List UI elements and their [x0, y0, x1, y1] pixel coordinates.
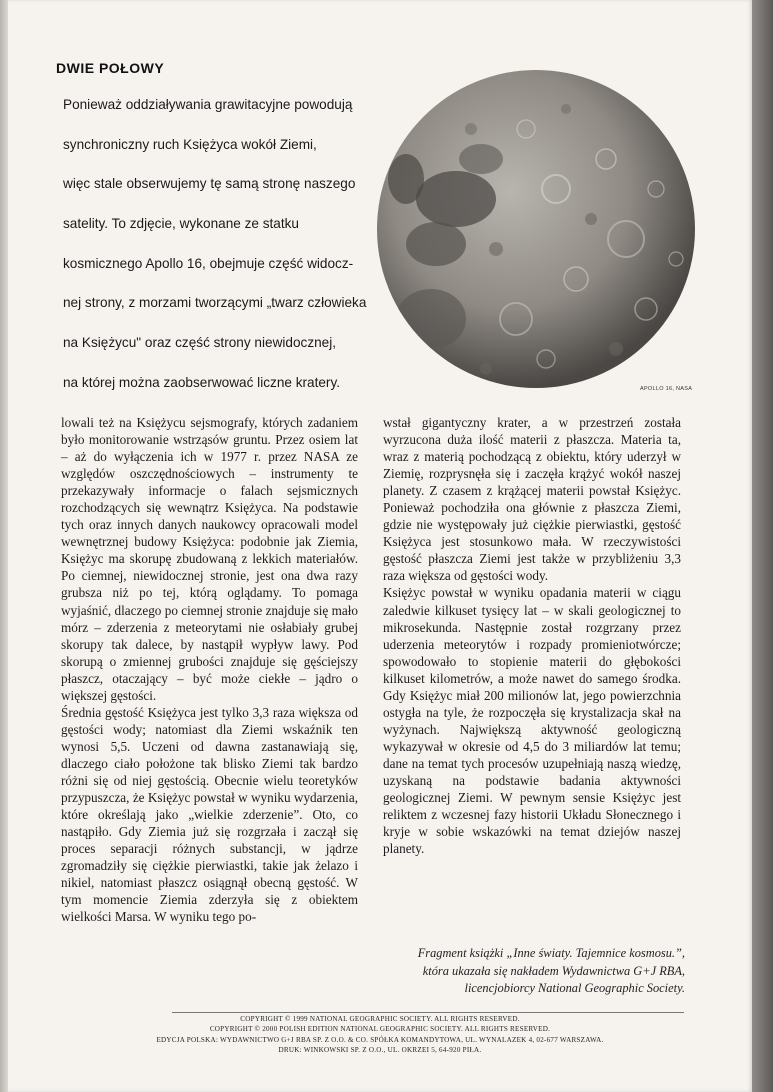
copyright-line: EDYCJA POLSKA: WYDAWNICTWO G+J RBA SP. Z O.O. & CO. SPÓŁKA KOMANDYTOWA, UL. WYNALAZEK 4, 02-677 WARSZAWA.	[156, 1035, 604, 1044]
caption-line: na Księżycu" oraz część strony niewidocznej,	[63, 335, 337, 351]
caption-line: na której można zaobserwować liczne kratery.	[63, 374, 341, 390]
paragraph: Księżyc powstał w wyniku opadania materii w ciągu zaledwie kilkuset tysięcy lat – w skali geologicznej to mikrosekunda. Następnie został rozgrzany przez uderzenia meteorytów i rozpady promieniotwórcze; spowodowało to stopienie materii do głębokości kilkuset kilometrów, a może nawet do samego środka. Gdy Księżyc miał 200 milionów lat, jego powierzchnia ostygła na tyle, że rozpoczęła się krystalizacja skał na wyżynach. Największą aktywność geologiczną wykazywał w okresie od 4,5 do 3 miliardów lat temu; dane na temat tych procesów uzupełniają naszą wiedzę, uzyskaną na podstawie badania aktywności geologicznej Ziemi. W pewnym sensie Księżyc jest reliktem z wczesnej fazy historii Układu Słonecznego i kryje w sobie wskazówki na temat dziejów naszej planety.	[383, 585, 681, 857]
source-note-line: która ukazała się nakładem Wydawnictwa G+J RBA,	[422, 963, 685, 978]
copyright-line: DRUK: WINKOWSKI SP. Z O.O., UL. OKRZEI 5, 64-920 PIŁA.	[278, 1045, 482, 1054]
caption-line: więc stale obserwujemy tę samą stronę naszego	[63, 176, 356, 192]
photo-credit: APOLLO 16, NASA	[640, 386, 693, 392]
photo-caption	[63, 95, 367, 413]
copyright-block	[60, 1014, 700, 1055]
copyright-line: COPYRIGHT © 1999 NATIONAL GEOGRAPHIC SOCIETY. ALL RIGHTS RESERVED.	[240, 1015, 520, 1023]
paragraph: Średnia gęstość Księżyca jest tylko 3,3 raza większa od gęstości wody; natomiast dla Ziemi wskaźnik ten wynosi 5,5. Uczeni od dawna zastanawiają się, dlaczego ciało położone tak blisko Ziemi tak bardzo różni się od niej gęstością. Obecnie wielu teoretyków przypuszcza, że Księżyc powstał w wyniku wydarzenia, które określają jako „wielkie zderzenie”. Oto, co nastąpiło. Gdy Ziemia już się rozgrzała i zaczął się proces separacji różnych substancji, w jądrze zgromadziły się ciężkie pierwiastki, takie jak żelazo i nikiel, natomiast płaszcz osiągnął obecną gęstość. W tym momencie Ziemia zderzyła się z obiektem wielkości Marsa. W wyniku tego po-	[61, 704, 358, 925]
moon-image	[376, 69, 696, 389]
caption-line: synchroniczny ruch Księżyca wokół Ziemi,	[63, 136, 317, 152]
caption-line: nej strony, z morzami tworzącymi „twarz człowieka	[63, 295, 367, 311]
paragraph: lowali też na Księżycu sejsmografy, których zadaniem było monitorowanie wstrząsów gruntu. Przez osiem lat – aż do wyłączenia ich w 1977 r. przez NASA ze względów oszczędnościowych – instrumenty te przekazywały informacje o falach sejsmicznych rozchodzących się wewnątrz Księżyca. Na podstawie tych oraz innych danych naukowcy opracowali model wewnętrznej budowy Księżyca: podobnie jak Ziemia, Księżyc ma skorupę zbudowaną z lekkich materiałów. Po ciemnej, niewidocznej stronie, jest ona dwa razy grubsza niż po tej, którą oglądamy. To pomaga wyjaśnić, dlaczego po ciemnej stronie znajduje się mało mórz – zderzenia z meteorytami nie osłabiały grubej skorupy tak dalece, by nastąpił wypływ lawy. Pod skorupą o zmiennej grubości znajduje się gęściejszy płaszcz, otaczający – być może ciekłe – jądro o większej gęstości.	[61, 415, 358, 703]
divider	[172, 1012, 684, 1013]
caption-line: kosmicznego Apollo 16, obejmuje część widocz-	[63, 255, 354, 271]
article-column-right	[383, 414, 681, 857]
source-note-line: Fragment książki „Inne światy. Tajemnice kosmosu.”,	[417, 946, 685, 960]
copyright-line: COPYRIGHT © 2000 POLISH EDITION NATIONAL GEOGRAPHIC SOCIETY. ALL RIGHTS RESERVED.	[209, 1025, 551, 1034]
moon-photo	[376, 69, 696, 389]
article-column-left	[61, 414, 358, 925]
source-note	[388, 945, 685, 998]
caption-line: satelity. To zdjęcie, wykonane ze statku	[63, 216, 299, 232]
paragraph: wstał gigantyczny krater, a w przestrzeń została wyrzucona duża ilość materii z płaszcza. Materia ta, wraz z materią pochodzącą z obiektu, który uderzył w Ziemię, rozprysnęła się i zaczęła krążyć wokół naszej planety. Z czasem z krążącej materii powstał Księżyc. Ponieważ pochodziła ona głównie z płaszcza Ziemi, gdzie nie występowały już ciężkie pierwiastki, gęstość Księżyca jest stosunkowo mała. W rzeczywistości gęstość płaszcza Ziemi jest także w przybliżeniu 3,3 raza większa od gęstości wody.	[383, 415, 681, 584]
section-heading: DWIE POŁOWY	[56, 60, 165, 76]
page-gutter-left	[0, 0, 8, 1092]
source-note-line: licencjobiorcy National Geographic Society.	[464, 981, 685, 995]
page-gutter-right	[752, 0, 773, 1092]
caption-line: Ponieważ oddziaływania grawitacyjne powodują	[63, 97, 353, 112]
